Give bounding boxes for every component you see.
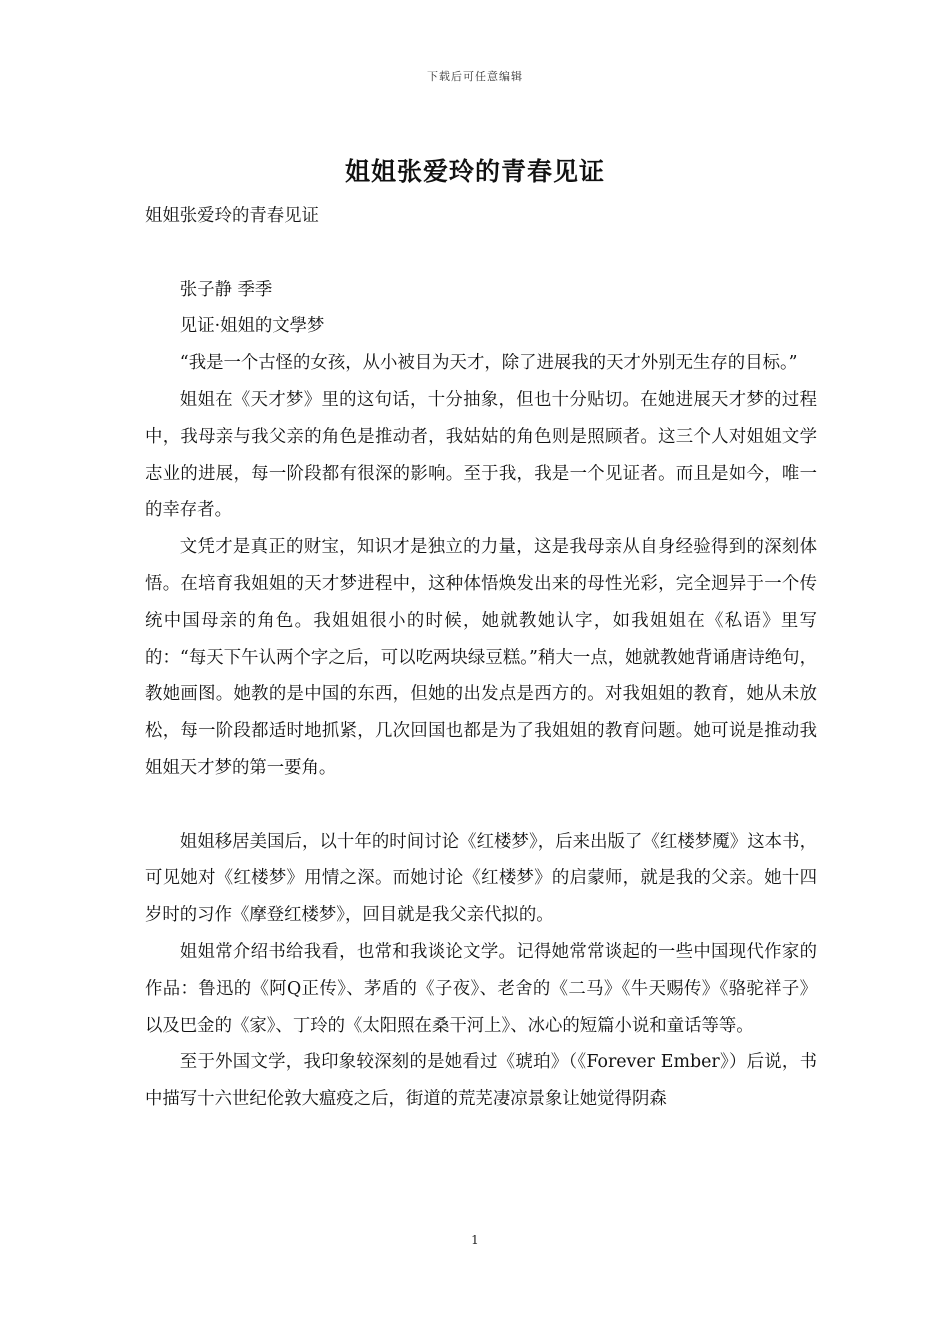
authors-line: 张子静 季季 <box>179 279 273 300</box>
paragraph-1: “我是一个古怪的女孩，从小被目为天才，除了进展我的天才外别无生存的目标。” <box>179 353 798 374</box>
page-number: 1 <box>471 1233 479 1247</box>
header-note: 下载后可任意编辑 <box>427 70 523 83</box>
document-title: 姐姐张爱玲的青春见证 <box>344 157 605 186</box>
paragraph-5: 姐姐常介绍书给我看，也常和我谈论文学。记得她常常谈起的一些中国现代作家的作品：鲁迅的《阿Q正传》、茅盾的《子夜》、老舍的《二马》《牛天赐传》《骆驼祥子》以及巴金的《家》、丁玲的《太阳照在桑干河上》、冰心的短篇小说和童话等等。 <box>145 941 817 1036</box>
document-body <box>145 198 817 1118</box>
section-heading: 见证·姐姐的文學梦 <box>179 316 325 337</box>
subtitle: 姐姐张爱玲的青春见证 <box>145 206 319 226</box>
paragraph-3: 文凭才是真正的财宝，知识才是独立的力量，这是我母亲从自身经验得到的深刻体悟。在培育我姐姐的天才梦进程中，这种体悟焕发出来的母性光彩，完全迥异于一个传统中国母亲的角色。我姐姐很小的时候，她就教她认字，如我姐姐在《私语》里写的：“每天下午认两个字之后，可以吃两块绿豆糕。”稍大一点，她就教她背诵唐诗绝句，教她画图。她教的是中国的东西，但她的出发点是西方的。对我姐姐的教育，她从未放松，每一阶段都适时地抓紧，几次回国也都是为了我姐姐的教育问题。她可说是推动我姐姐天才梦的第一要角。 <box>145 537 817 778</box>
paragraph-6: 至于外国文学，我印象较深刻的是她看过《琥珀》（《Forever Ember》）后说，书中描写十六世纪伦敦大瘟疫之后，街道的荒芜凄凉景象让她觉得阴森 <box>145 1052 817 1110</box>
paragraph-4: 姐姐移居美国后，以十年的时间讨论《红楼梦》，后来出版了《红楼梦魇》这本书，可见她对《红楼梦》用情之深。而她讨论《红楼梦》的启蒙师，就是我的父亲。她十四岁时的习作《摩登红楼梦》，回目就是我父亲代拟的。 <box>145 831 817 926</box>
blank-line <box>145 787 817 824</box>
blank-line <box>145 235 817 272</box>
paragraph-2: 姐姐在《天才梦》里的这句话，十分抽象，但也十分贴切。在她进展天才梦的过程中，我母亲与我父亲的角色是推动者，我姑姑的角色则是照顾者。这三个人对姐姐文学志业的进展，每一阶段都有很深的影响。至于我，我是一个见证者。而且是如今，唯一的幸存者。 <box>145 389 817 521</box>
